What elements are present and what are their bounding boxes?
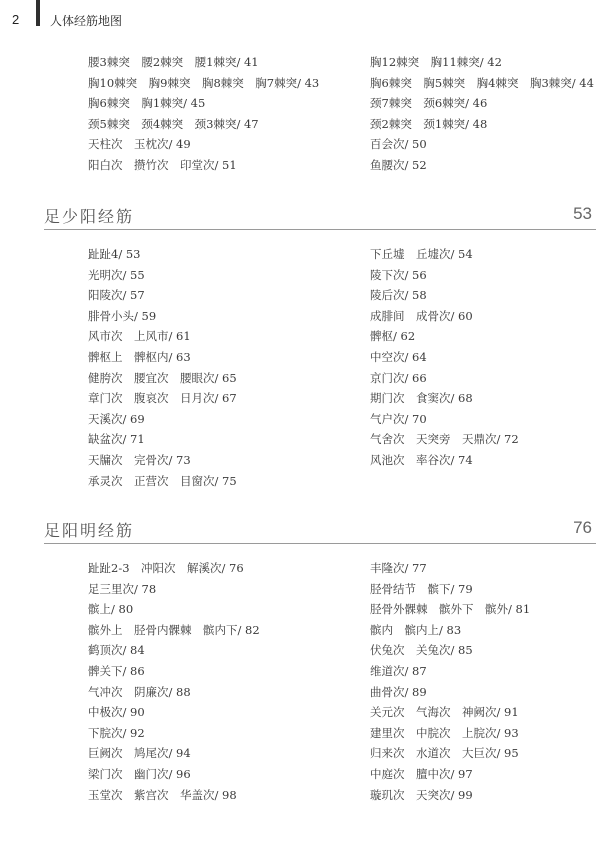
toc-entry[interactable]: 胫骨外髁棘 髌外下 髌外/ 81	[370, 602, 531, 617]
toc-section2-right-column	[370, 558, 530, 805]
toc-entry[interactable]: 鹤顶次/ 84	[88, 643, 145, 658]
toc-entry[interactable]: 风池次 率谷次/ 74	[370, 452, 473, 467]
toc-entry[interactable]: 气户次/ 70	[370, 411, 427, 426]
toc-section1-left-column	[88, 244, 237, 491]
toc-entry[interactable]: 成腓间 成骨次/ 60	[370, 308, 473, 323]
section-title: 足阳明经筋	[44, 521, 135, 540]
toc-entry[interactable]: 阳白次 攒竹次 印堂次/ 51	[88, 157, 237, 172]
toc-entry[interactable]: 下丘墟 丘墟次/ 54	[370, 247, 473, 261]
toc-entry[interactable]: 章门次 腹哀次 日月次/ 67	[88, 391, 237, 406]
toc-top-left-column	[88, 52, 319, 176]
toc-entry[interactable]: 气冲次 阴廉次/ 88	[88, 684, 191, 699]
toc-entry[interactable]: 关元次 气海次 神阙次/ 91	[370, 705, 519, 720]
toc-entry[interactable]: 髌上/ 80	[88, 602, 134, 617]
section-header-zu-shaoyang	[44, 204, 596, 228]
toc-entry[interactable]: 胸6棘突 胸1棘突/ 45	[88, 96, 206, 111]
toc-entry[interactable]: 曲骨次/ 89	[370, 684, 427, 699]
toc-entry[interactable]: 阳陵次/ 57	[88, 288, 145, 303]
toc-entry[interactable]: 腓骨小头/ 59	[88, 308, 157, 323]
toc-entry[interactable]: 腰3棘突 腰2棘突 腰1棘突/ 41	[88, 55, 259, 69]
toc-entry[interactable]: 光明次/ 55	[88, 267, 145, 282]
toc-entry[interactable]: 玉堂次 紫宫次 华盖次/ 98	[88, 787, 237, 802]
toc-entry[interactable]: 天溪次/ 69	[88, 411, 145, 426]
toc-entry[interactable]: 颈5棘突 颈4棘突 颈3棘突/ 47	[88, 116, 259, 131]
toc-section2-left-column	[88, 558, 260, 805]
toc-entry[interactable]: 百会次/ 50	[370, 137, 427, 152]
section-page-number[interactable]: 53	[573, 204, 592, 223]
toc-entry[interactable]: 维道次/ 87	[370, 663, 427, 678]
toc-entry[interactable]: 璇玑次 天突次/ 99	[370, 787, 473, 802]
toc-entry[interactable]: 梁门次 幽门次/ 96	[88, 766, 191, 781]
toc-entry[interactable]: 归来次 水道次 大巨次/ 95	[370, 746, 519, 761]
toc-entry[interactable]: 髀关下/ 86	[88, 663, 145, 678]
toc-entry[interactable]: 建里次 中脘次 上脘次/ 93	[370, 725, 519, 740]
toc-entry[interactable]: 天牖次 完骨次/ 73	[88, 452, 191, 467]
toc-entry[interactable]: 胸6棘突 胸5棘突 胸4棘突 胸3棘突/ 44	[370, 75, 594, 90]
toc-entry[interactable]: 中庭次 膻中次/ 97	[370, 766, 473, 781]
toc-entry[interactable]: 髌外上 胫骨内髁棘 髌内下/ 82	[88, 622, 260, 637]
section-title: 足少阳经筋	[44, 207, 135, 226]
section-header-zu-yangming	[44, 518, 596, 542]
toc-entry[interactable]: 伏兔次 关兔次/ 85	[370, 643, 473, 658]
toc-entry[interactable]: 丰隆次/ 77	[370, 561, 427, 575]
page-number: 2	[12, 12, 20, 27]
toc-entry[interactable]: 中空次/ 64	[370, 349, 427, 364]
book-title: 人体经筋地图	[50, 14, 123, 28]
toc-entry[interactable]: 期门次 食窦次/ 68	[370, 391, 473, 406]
toc-entry[interactable]: 天柱次 玉枕次/ 49	[88, 137, 191, 152]
toc-top-right-column	[370, 52, 594, 176]
toc-entry[interactable]: 京门次/ 66	[370, 370, 427, 385]
toc-entry[interactable]: 健胯次 腰宜次 腰眼次/ 65	[88, 370, 237, 385]
toc-entry[interactable]: 足三里次/ 78	[88, 581, 157, 596]
toc-entry[interactable]: 承灵次 正营次 目窗次/ 75	[88, 473, 237, 488]
toc-entry[interactable]: 胸10棘突 胸9棘突 胸8棘突 胸7棘突/ 43	[88, 75, 320, 90]
section-divider	[44, 229, 596, 230]
toc-entry[interactable]: 下脘次/ 92	[88, 725, 145, 740]
toc-entry[interactable]: 髌内 髌内上/ 83	[370, 622, 462, 637]
page-header	[0, 0, 608, 36]
toc-entry[interactable]: 胫骨结节 髌下/ 79	[370, 581, 473, 596]
toc-entry[interactable]: 胸12棘突 胸11棘突/ 42	[370, 55, 502, 69]
toc-entry[interactable]: 风市次 上风市/ 61	[88, 329, 191, 344]
toc-entry[interactable]: 鱼腰次/ 52	[370, 157, 427, 172]
toc-entry[interactable]: 趾趾4/ 53	[88, 247, 141, 261]
toc-entry[interactable]: 颈7棘突 颈6棘突/ 46	[370, 96, 488, 111]
section-page-number[interactable]: 76	[573, 518, 592, 537]
section-divider	[44, 543, 596, 544]
toc-entry[interactable]: 巨阙次 鸠尾次/ 94	[88, 746, 191, 761]
header-divider-bar	[36, 0, 40, 26]
toc-entry[interactable]: 髀枢上 髀枢内/ 63	[88, 349, 191, 364]
toc-entry[interactable]: 缺盆次/ 71	[88, 432, 145, 447]
toc-entry[interactable]: 颈2棘突 颈1棘突/ 48	[370, 116, 488, 131]
toc-entry[interactable]: 陵后次/ 58	[370, 288, 427, 303]
toc-entry[interactable]: 中极次/ 90	[88, 705, 145, 720]
toc-entry[interactable]: 髀枢/ 62	[370, 329, 416, 344]
toc-entry[interactable]: 陵下次/ 56	[370, 267, 427, 282]
toc-entry[interactable]: 气舍次 天突旁 天鼎次/ 72	[370, 432, 519, 447]
toc-section1-right-column	[370, 244, 519, 471]
toc-entry[interactable]: 趾趾2-3 冲阳次 解溪次/ 76	[88, 561, 244, 575]
